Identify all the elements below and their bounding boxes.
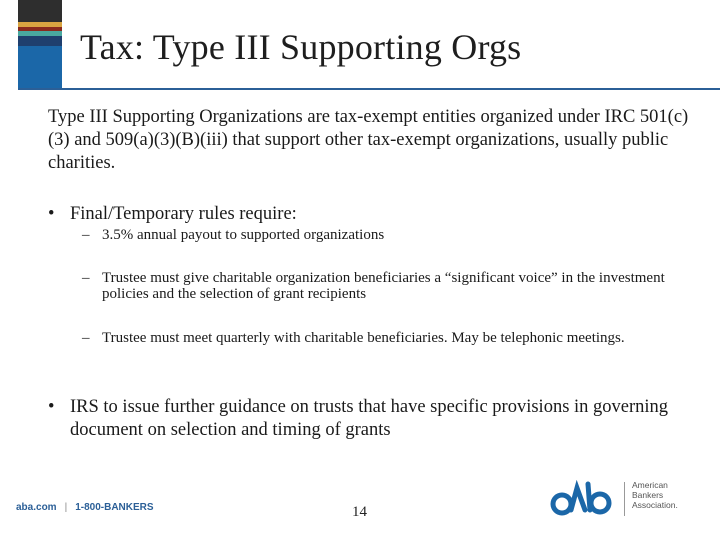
title-color-strip — [18, 0, 62, 90]
bullet-item — [48, 203, 688, 227]
footer-separator: | — [64, 502, 68, 513]
footer-phone: 1-800-BANKERS — [75, 502, 154, 513]
bullet-text: Final/Temporary rules require: — [70, 204, 297, 224]
sub-bullet-item — [82, 270, 682, 304]
dash-icon: – — [82, 227, 90, 243]
dash-icon: – — [82, 270, 90, 286]
slide-title: Tax: Type III Supporting Orgs — [80, 27, 522, 67]
dash-icon: – — [82, 330, 90, 346]
sub-bullet-text: 3.5% annual payout to supported organizations — [102, 227, 385, 243]
bullet-text: IRS to issue further guidance on trusts that have specific provisions in governing document on selection and timing of grants — [70, 397, 669, 440]
footer-website-link[interactable]: aba.com — [16, 502, 57, 513]
bullet-icon: • — [48, 204, 55, 224]
intro-paragraph: Type III Supporting Organizations are tax-exempt entities organized under IRC 501(c)(3) and 509(a)(3)(B)(iii) that support other tax-exempt organizations, usually public charities. — [48, 107, 689, 173]
footer-contact — [16, 502, 154, 513]
bullet-icon: • — [48, 397, 55, 417]
logo-wordmark: American Bankers Association. — [632, 480, 678, 510]
bullet-item — [48, 396, 688, 468]
sub-bullet-item — [82, 330, 682, 364]
logo-divider — [624, 482, 625, 516]
sub-bullet-text: Trustee must meet quarterly with charitable beneficiaries. May be telephonic meetings. — [102, 330, 625, 346]
page-number: 14 — [352, 504, 367, 520]
sub-bullet-text: Trustee must give charitable organization beneficiaries a “significant voice” in the investment policies and the selection of grant recipients — [102, 270, 665, 302]
aba-logo-icon — [548, 480, 620, 525]
sub-bullet-item — [82, 227, 682, 245]
title-divider — [18, 88, 720, 90]
